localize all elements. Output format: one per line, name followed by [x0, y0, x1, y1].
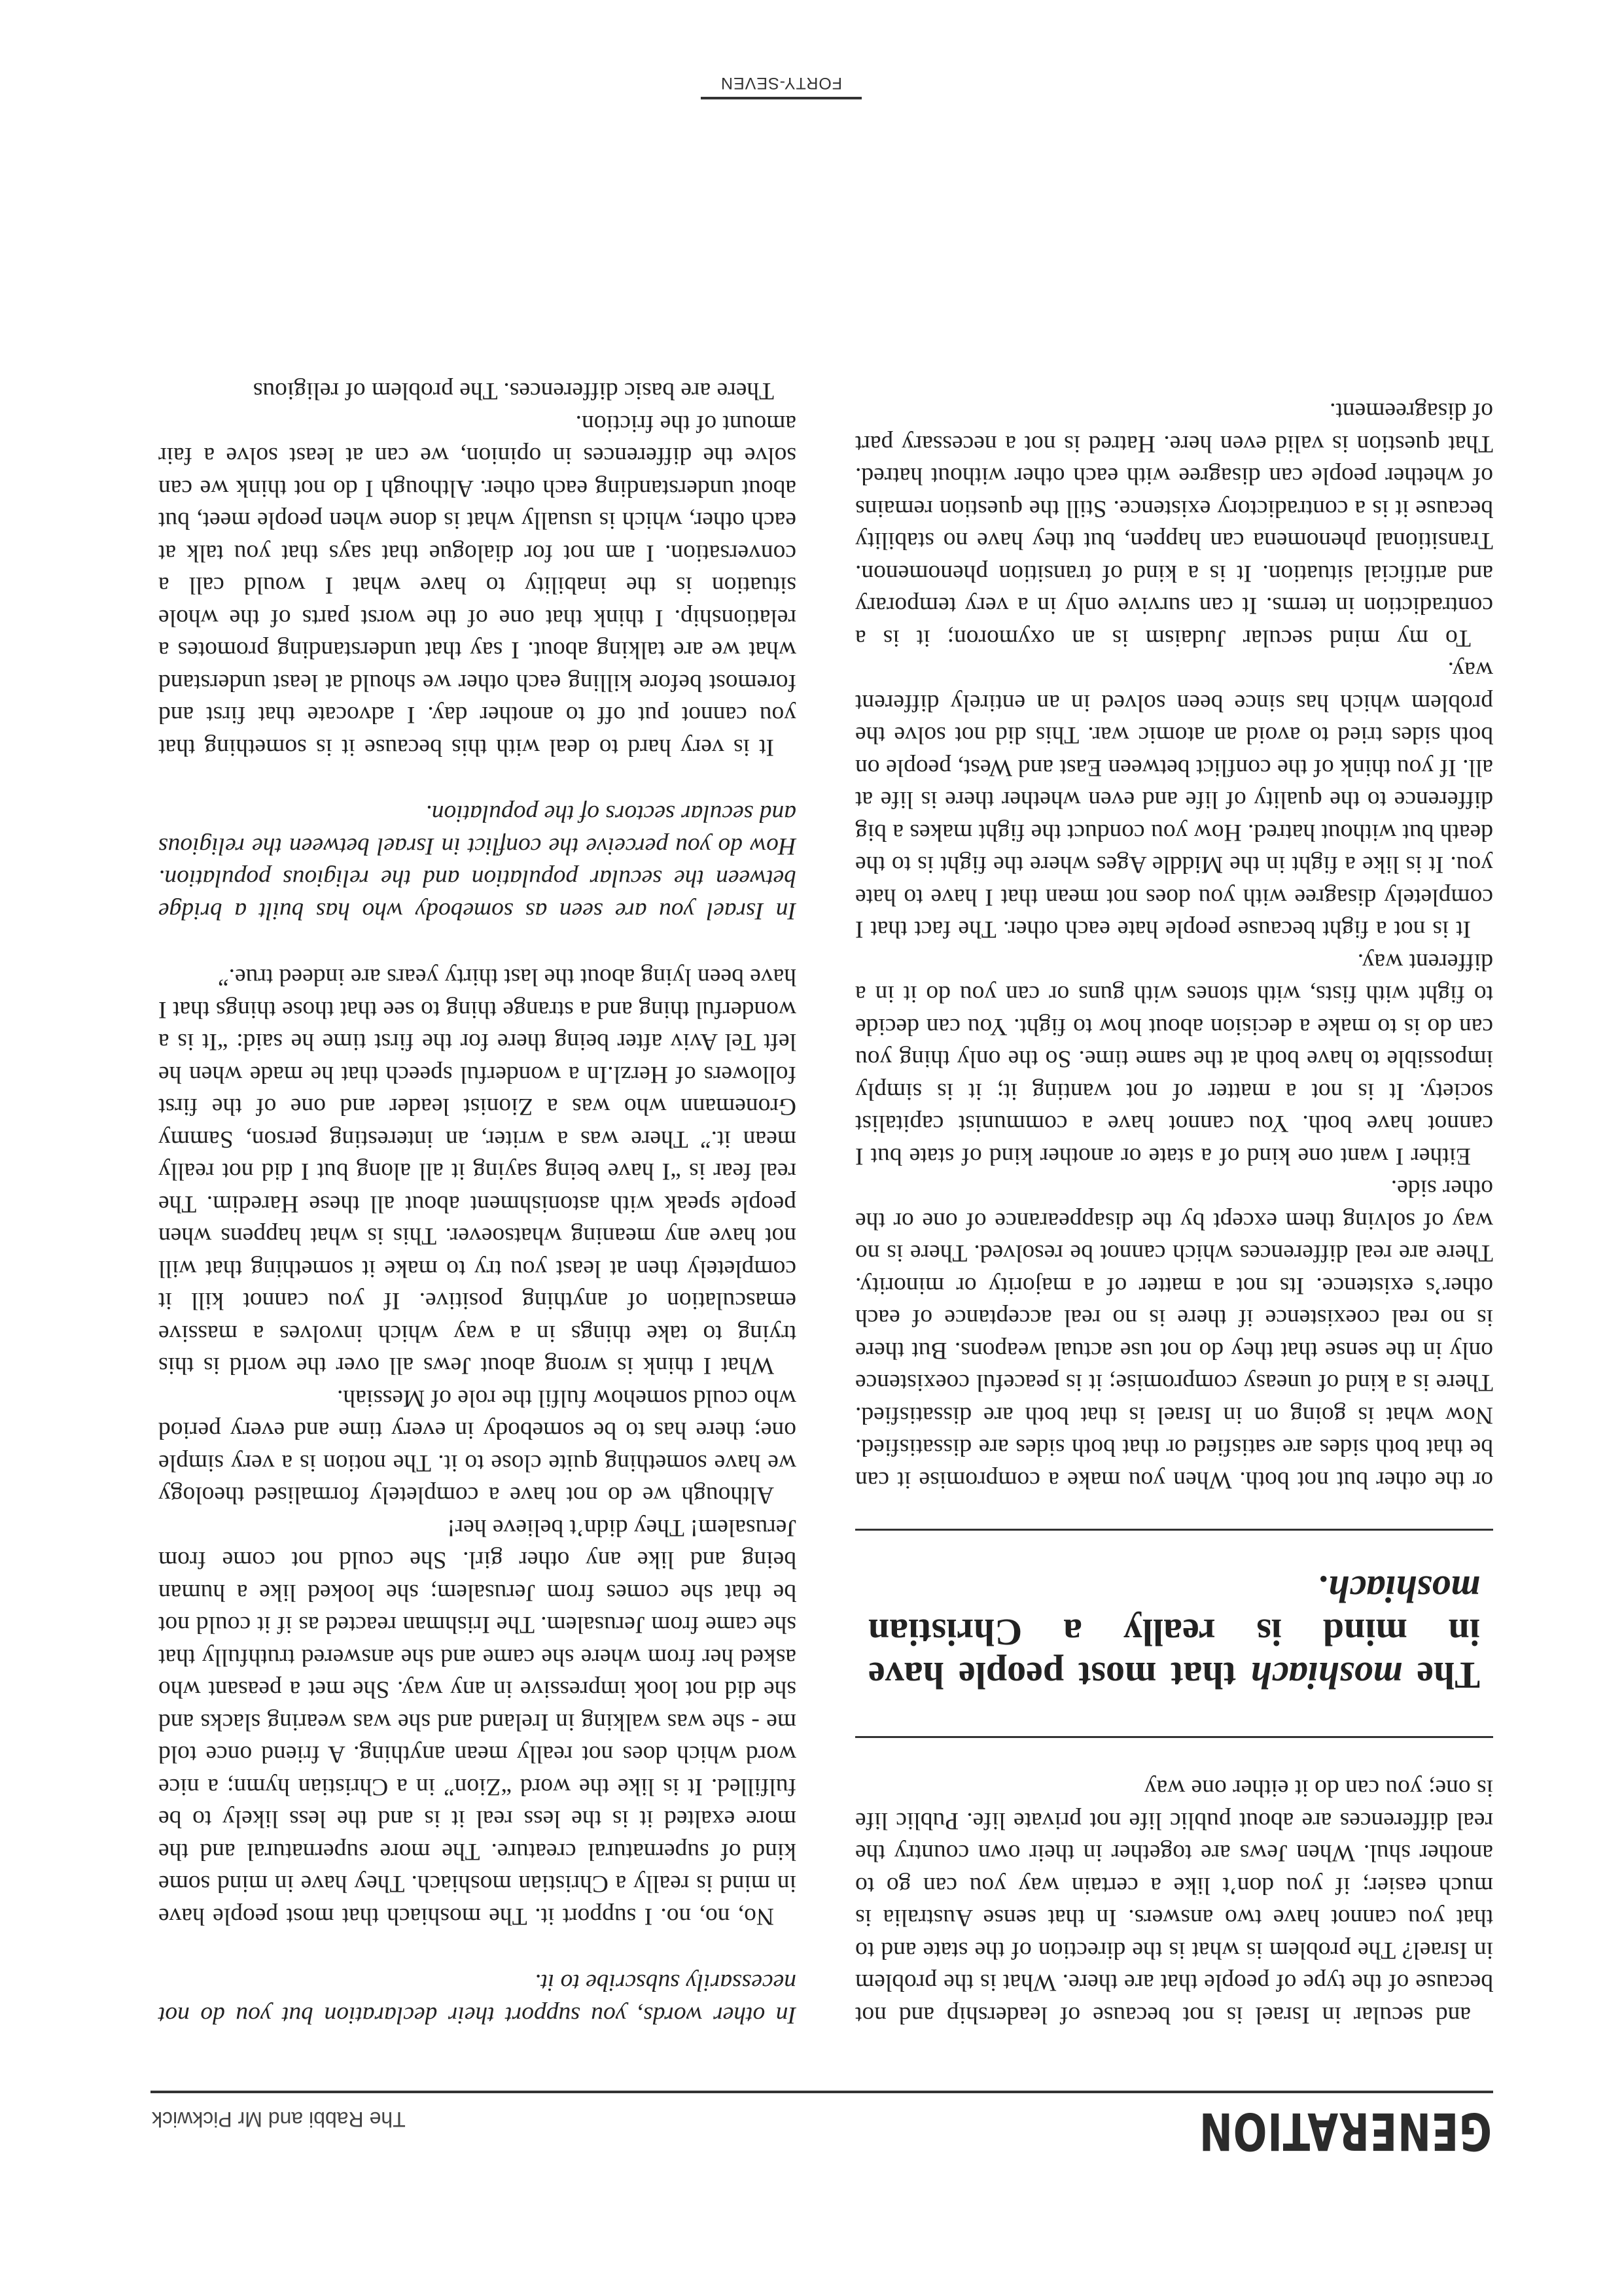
interview-question: In Israel you are seen as somebody who has built a bridge between the secular population and the religious population. How do you perceive the conflict in Israel between the religious and secular sectors of the population.: [158, 800, 796, 924]
magazine-logo: GENERATION: [1199, 2101, 1492, 2160]
running-header: [150, 2091, 1493, 2165]
right-column: [158, 375, 796, 2031]
left-column: [855, 395, 1493, 2031]
body-paragraph: It is very hard to deal with this because it is something that you cannot put off to another day. I advocate that first and foremost before killing each other we should at least understand what we are talking about. I say that understanding promotes a relationship. I think that one of the worst parts of the whole situation is the inability to have what I would call a conversation. I am not for dialogue that says that you talk at each other, which is usually what is done when people meet, but about understanding each other. Although I do not think we can solve the differences in opinion, we can at least solve a fair amount of the friction.: [158, 410, 796, 761]
body-paragraph: It is not a fight because people hate each other. The fact that I completely disagree with you does not mean that I have to hate you. It is like a fight in the Middle Ages where the fight is to the death but without hatred. How you conduct the fight makes a big difference to the quality of life and even whether there is life at all. If you think of the conflict between East and West, people on both sides tried to avoid an atomic war. This did not solve the problem which has since been solved in an entirely different way.: [855, 657, 1493, 943]
body-paragraph: Although we do not have a completely formalised theology we have something quite close to it. The notion is a very simple one; there has to be somebody in every time and every period who could somehow fulfil the role of Messiah.: [158, 1385, 796, 1509]
page-number: FORTY-SEVEN: [701, 63, 862, 99]
body-paragraph: There are basic differences. The problem of religious: [253, 377, 774, 405]
body-paragraph: What I think is wrong about Jews all over the world is this trying to take things in a way which involves a massive emasculation of anything positive. If you cannot kill it completely then at least you try to make it something that will not have any meaning whatsoever. This is what happens when people speak with astonishment about all these Haredim. The real fear is “I have being saying it all along but I did not really mean it.” There was a writer, an interesting person, Sammy Gronemann who was a Zionist leader and one of the first followers of Herzl.In a wonderful speech that he made when he left Tel Aviv after being there for the first time he said: “It is a wonderful thing and a strange thing to see that those things that I have been lying about the last thirty years are indeed true.”: [158, 964, 796, 1380]
body-paragraph: or the other but not both. When you make a compromise it can be that both sides are satisfied or that both sides are dissatisfied. Now what is going on in Israel is that both are dissatisfied. There is a kind of uneasy compromise; it is peaceful coexistence only in the sense that they do not use actual weapons. But there is no real coexistence if there is no real acceptance of each other’s existence. Its not a matter of a majority or minority. There are real differences which cannot be resolved. There is no way of solving them except by the disappearance of one or the other side.: [855, 1175, 1493, 1493]
body-paragraph: Either I want one kind of a state or another kind of state but I cannot have both. You cannot have a communist capitalist society. It is not a matter of not wanting it; it is simply impossible to have both at the same time. So the only thing you can do is to make a decision about how to fight. You can decide to fight with fists, with stones with guns or can you do it in a different way.: [855, 948, 1493, 1170]
body-paragraph: No, no, no. I support it. The moshiach that most people have in mind is really a Christian moshiach. They have in mind some kind of supernatural creature. The more supernatural and the more exalted it is the less real it is and the less likely to be fulfilled. It is like the word “Zion” in a Christian hymn; a nice word which does not really mean anything. A friend once told me - she was walking in Ireland and she was wearing slacks and she did not look impressive in any way. She met a peasant who asked her from where she came and she answered truthfully that she came from Jerusalem. The Irishman reacted as if it could not be that she comes from Jerusalem; she looked like a human being and like any other girl. She could not come from Jerusalem! They didn’t believe her!: [158, 1514, 796, 1930]
article-title: The Rabbi and Mr Pickwick: [152, 2108, 406, 2131]
pull-quote: The moshiach that most people have in mind is really a Christian moshiach.: [855, 1529, 1493, 1738]
interview-question: In other words, you support their declaration but you do not necessarily subscribe to it.: [158, 1969, 796, 2028]
body-paragraph: and secular in Israel is not because of leadership and not because of the type of people that are there. What is the problem in Israel? The problem is what is the direction of the state and to that you cannot have two answers. In that sense Australia is much easier; if you don’t like a certain way you can go to another shul. When Jews are together in their own country the real differences are about public life not private life. Public life is one; you can do it either one way: [855, 1775, 1493, 2028]
body-paragraph: To my mind secular Judaism is an oxymoron; it is a contradiction in terms. It can survive only in a very temporary and artificial situation. It is a kind of transition phenomenon. Transitional phenomena can happen, but they have no stability because it is a contradictory existence. Still the question remains of whether people can disagree with each other without hatred. That question is valid even here. Hatred is not a necessary part of disagreement.: [855, 398, 1493, 652]
